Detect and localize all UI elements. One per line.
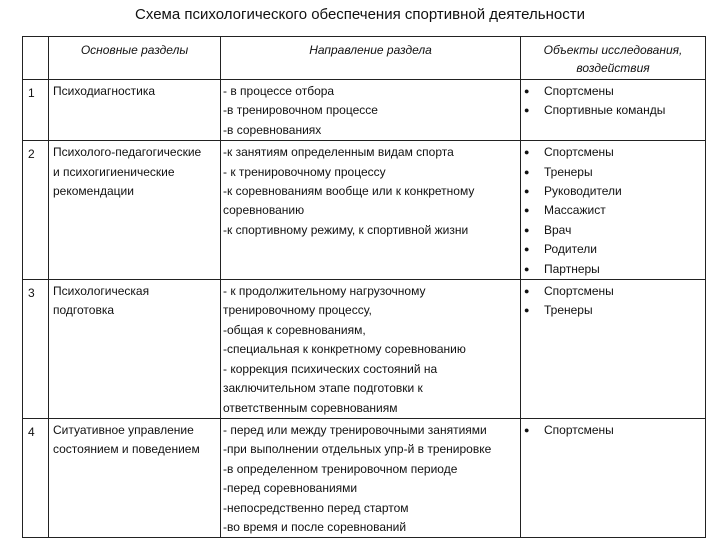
object-label: Массажист — [544, 203, 606, 218]
header-objects-line: воздействия — [576, 61, 650, 75]
direction-line: ответственным соревнованиям — [223, 400, 398, 415]
direction-line: -общая к соревнованиям, — [223, 322, 366, 337]
bullet-icon: ● — [524, 224, 530, 235]
bullet-icon: ● — [524, 305, 530, 316]
object-item — [521, 221, 705, 240]
direction-line: -к спортивному режиму, к спортивной жизни — [223, 222, 469, 237]
direction-line: заключительном этапе подготовки к — [223, 381, 423, 396]
section-cell — [49, 141, 221, 280]
bullet-icon: ● — [524, 263, 530, 274]
object-label: Спортивные команды — [544, 103, 666, 118]
object-item — [521, 201, 705, 220]
object-label: Руководители — [544, 184, 622, 199]
header-objects — [521, 37, 706, 80]
row-number: 1 — [23, 80, 49, 141]
section-cell — [49, 280, 221, 419]
section-line: Психодиагностика — [53, 84, 156, 98]
direction-line: тренировочному процессу, — [223, 303, 372, 318]
direction-line: соревнованию — [223, 203, 305, 218]
bullet-icon: ● — [524, 186, 530, 197]
direction-line: -в тренировочном процессе — [223, 103, 378, 118]
object-item — [521, 82, 705, 101]
direction-line: - к продолжительному нагрузочному — [223, 284, 426, 299]
bullet-icon: ● — [524, 105, 530, 116]
section-line: рекомендации — [53, 184, 134, 199]
section-line: Психолого-педагогические — [53, 145, 202, 160]
objects-cell — [521, 141, 706, 280]
section-line: Ситуативное управление — [53, 422, 194, 437]
table-row — [23, 280, 706, 419]
object-item — [521, 143, 705, 162]
bullet-icon: ● — [524, 166, 530, 177]
object-item — [521, 421, 705, 440]
header-section: Основные разделы — [49, 37, 221, 80]
objects-cell — [521, 280, 706, 419]
direction-line: -к занятиям определенным видам спорта — [223, 145, 454, 160]
bullet-icon: ● — [524, 86, 530, 96]
bullet-icon: ● — [524, 147, 530, 158]
header-objects-line: Объекты исследования, — [543, 43, 683, 57]
bullet-icon: ● — [524, 286, 530, 297]
direction-line: -специальная к конкретному соревнованию — [223, 342, 466, 357]
direction-line: -в соревнованиях — [223, 122, 322, 137]
bullet-icon: ● — [524, 424, 530, 435]
direction-cell — [221, 80, 521, 141]
object-item — [521, 101, 705, 120]
section-line: Психологическая — [53, 284, 150, 299]
direction-line: -к соревнованиям вообще или к конкретному — [223, 184, 475, 199]
direction-line: - коррекция психических состояний на — [223, 361, 438, 376]
object-label: Тренеры — [544, 164, 593, 179]
row-number: 2 — [23, 141, 49, 280]
psych-support-table — [22, 36, 706, 538]
direction-line: -непосредственно перед стартом — [223, 500, 409, 515]
direction-cell — [221, 141, 521, 280]
section-cell — [49, 418, 221, 537]
direction-line: - к тренировочному процессу — [223, 164, 386, 179]
direction-line: -во время и после соревнований — [223, 519, 407, 534]
object-label: Спортсмены — [544, 422, 614, 437]
direction-line: -в определенном тренировочном периоде — [223, 461, 458, 476]
direction-cell — [221, 280, 521, 419]
object-label: Спортсмены — [544, 84, 614, 98]
object-label: Родители — [544, 242, 597, 257]
header-row — [23, 37, 706, 80]
object-item — [521, 240, 705, 259]
table-row — [23, 418, 706, 537]
object-label: Врач — [544, 222, 572, 237]
bullet-icon: ● — [524, 205, 530, 216]
object-label: Тренеры — [544, 303, 593, 318]
objects-cell — [521, 418, 706, 537]
object-item — [521, 301, 705, 320]
object-item — [521, 182, 705, 201]
object-item — [521, 163, 705, 182]
bullet-icon: ● — [524, 244, 530, 255]
object-item — [521, 282, 705, 301]
direction-line: -перед соревнованиями — [223, 481, 358, 496]
table-row — [23, 80, 706, 141]
direction-line: -при выполнении отдельных упр-й в тренировке — [223, 442, 492, 457]
direction-line: - перед или между тренировочными занятиями — [223, 422, 487, 437]
section-cell — [49, 80, 221, 141]
section-line: подготовка — [53, 303, 115, 318]
row-number: 3 — [23, 280, 49, 419]
row-number: 4 — [23, 418, 49, 537]
object-label: Спортсмены — [544, 145, 614, 160]
section-line: и психогигиенические — [53, 164, 175, 179]
header-num — [23, 37, 49, 80]
objects-cell — [521, 80, 706, 141]
page-title: Схема психологического обеспечения спортивной деятельности — [135, 6, 585, 23]
direction-cell — [221, 418, 521, 537]
header-direction: Направление раздела — [221, 37, 521, 80]
table-row — [23, 141, 706, 280]
direction-line: - в процессе отбора — [223, 84, 335, 98]
object-item — [521, 260, 705, 279]
section-line: состоянием и поведением — [53, 442, 200, 457]
object-label: Спортсмены — [544, 284, 614, 299]
object-label: Партнеры — [544, 261, 600, 276]
